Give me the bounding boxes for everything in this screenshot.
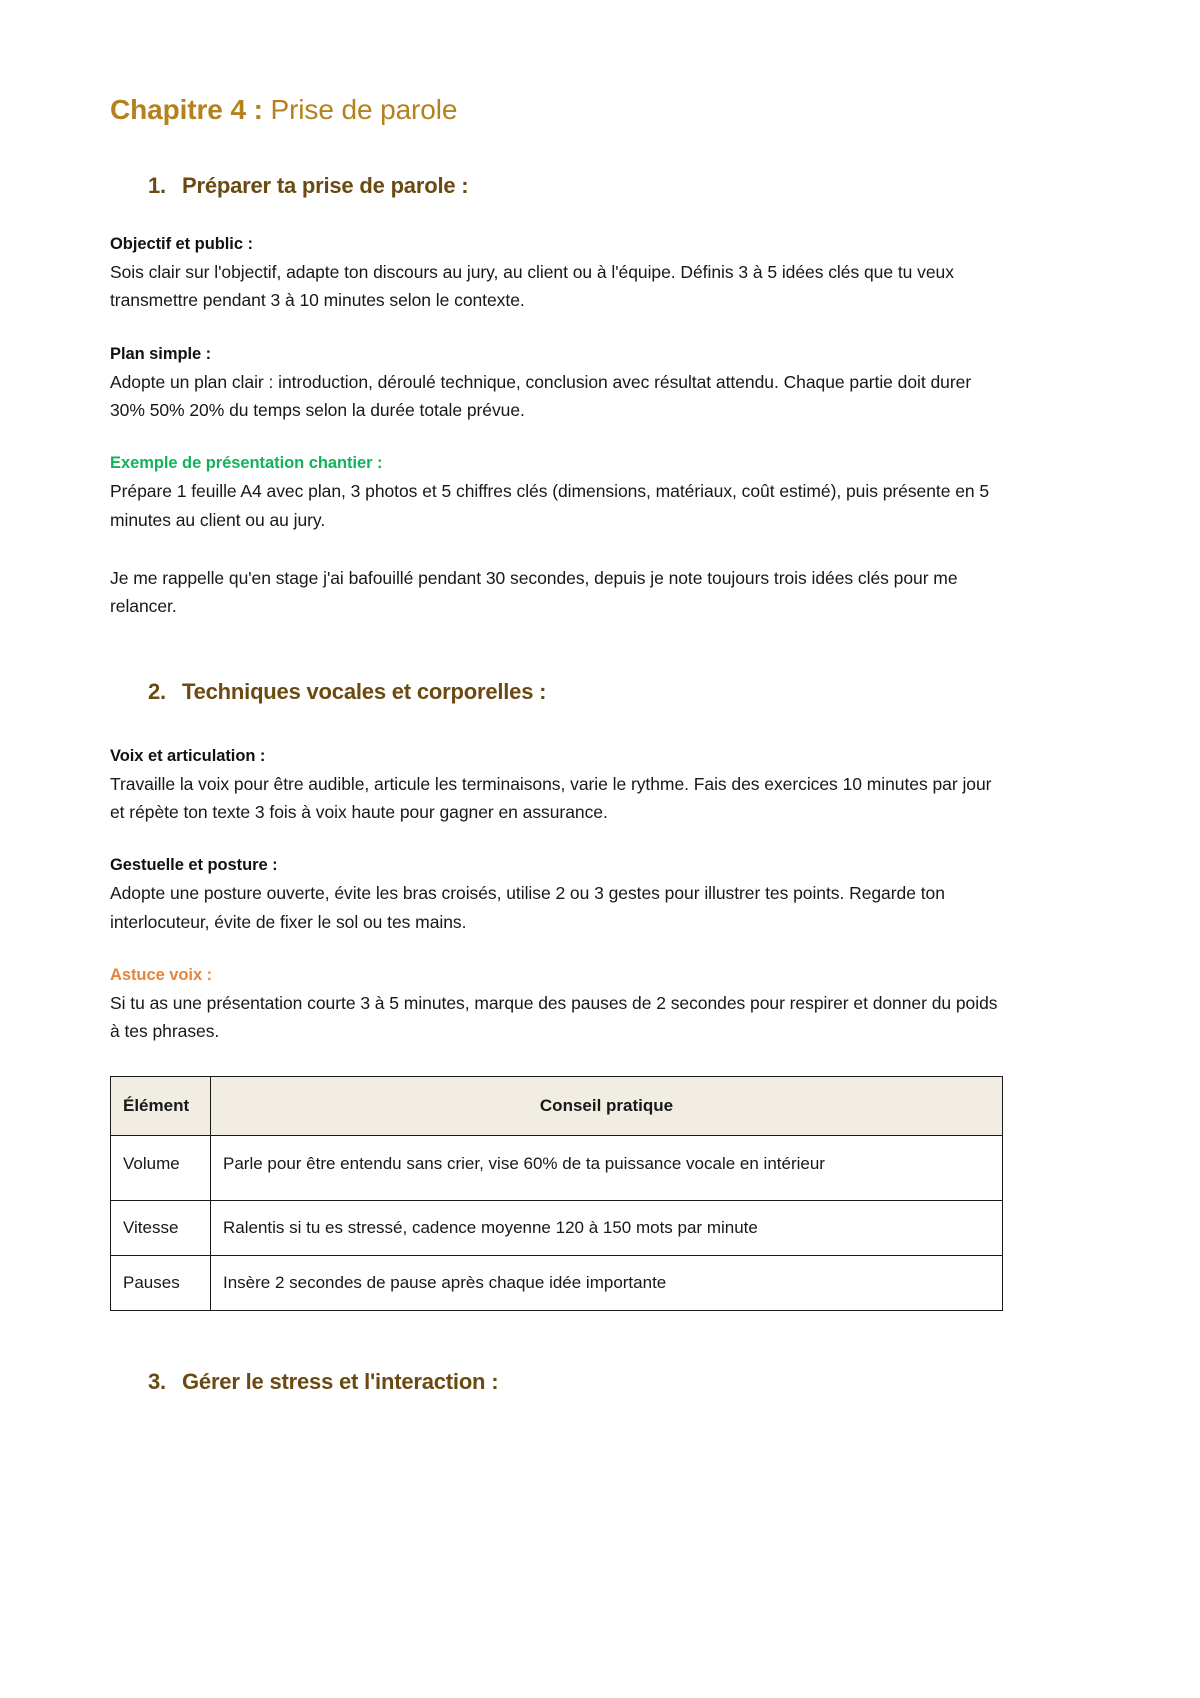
block-astuce-voix — [110, 966, 1002, 1046]
table-cell-element: Volume — [111, 1136, 211, 1200]
chapter-title-lead: Chapitre 4 : — [110, 94, 263, 125]
section-heading-1 — [110, 173, 1002, 199]
section-title-2: Techniques vocales et corporelles : — [182, 678, 547, 704]
block-title: Gestuelle et posture : — [110, 856, 278, 875]
block-body: Travaille la voix pour être audible, articule les terminaisons, varie le rythme. Fais des exercices 10 minutes par jour et répète ton texte 3 fois à voix haute pour gagner en assurance. — [110, 773, 992, 823]
table-cell-advice: Insère 2 secondes de pause après chaque idée importante — [211, 1255, 1003, 1310]
table-cell-advice: Parle pour être entendu sans crier, vise 60% de ta puissance vocale en intérieur — [211, 1136, 1003, 1200]
block-title-highlight-green: Exemple de présentation chantier : — [110, 454, 383, 473]
table-header-advice: Conseil pratique — [211, 1076, 1003, 1135]
block-plan-simple — [110, 345, 1002, 425]
table-cell-element: Pauses — [111, 1255, 211, 1310]
document-content — [110, 92, 1002, 1395]
table-row — [111, 1200, 1003, 1255]
personal-note-paragraph: Je me rappelle qu'en stage j'ai bafouillé pendant 30 secondes, depuis je note toujours trois idées clés pour me relancer. — [110, 568, 958, 617]
section-number-2: 2. — [148, 678, 166, 704]
block-body: Prépare 1 feuille A4 avec plan, 3 photos et 5 chiffres clés (dimensions, matériaux, coût estimé), puis présente en 5 minutes au client ou au jury. — [110, 481, 990, 530]
block-title-highlight-orange: Astuce voix : — [110, 966, 213, 985]
block-title: Plan simple : — [110, 344, 212, 363]
conseils-table — [110, 1076, 1003, 1311]
table-row — [111, 1136, 1003, 1200]
section-heading-2 — [110, 679, 1002, 705]
section-title-3: Gérer le stress et l'interaction : — [182, 1369, 499, 1395]
block-voix-et-articulation — [110, 747, 1002, 827]
block-objectif-et-public — [110, 235, 1002, 315]
section-heading-3 — [110, 1369, 1002, 1395]
chapter-title-rest: Prise de parole — [262, 94, 458, 125]
table-cell-advice: Ralentis si tu es stressé, cadence moyenne 120 à 150 mots par minute — [211, 1200, 1003, 1255]
page-title — [110, 92, 1002, 127]
section-number-1: 1. — [148, 173, 166, 198]
block-title: Voix et articulation : — [110, 746, 266, 765]
block-body: Sois clair sur l'objectif, adapte ton discours au jury, au client ou à l'équipe. Définis 3 à 5 idées clés que tu veux transmettre pendant 3 à 10 minutes selon le contexte. — [110, 262, 954, 311]
table-row — [111, 1255, 1003, 1310]
block-gestuelle-et-posture — [110, 856, 1002, 936]
table-cell-element: Vitesse — [111, 1200, 211, 1255]
block-body: Adopte une posture ouverte, évite les bras croisés, utilise 2 ou 3 gestes pour illustrer tes points. Regarde ton interlocuteur, évite de fixer le sol ou tes mains. — [110, 883, 945, 932]
section-number-3: 3. — [148, 1369, 166, 1395]
section-title-1: Préparer ta prise de parole : — [182, 173, 469, 198]
block-exemple-presentation-chantier — [110, 454, 1002, 534]
block-title: Objectif et public : — [110, 235, 253, 253]
table-header — [111, 1076, 1003, 1135]
table-body — [111, 1136, 1003, 1311]
block-body: Adopte un plan clair : introduction, déroulé technique, conclusion avec résultat attendu. Chaque partie doit durer 30% 50% 20% du temps selon la durée totale prévue. — [110, 371, 972, 421]
table-header-row — [111, 1076, 1003, 1135]
block-body: Si tu as une présentation courte 3 à 5 minutes, marque des pauses de 2 secondes pour respirer et donner du poids à tes phrases. — [110, 993, 998, 1042]
table-header-element: Élément — [111, 1076, 211, 1135]
